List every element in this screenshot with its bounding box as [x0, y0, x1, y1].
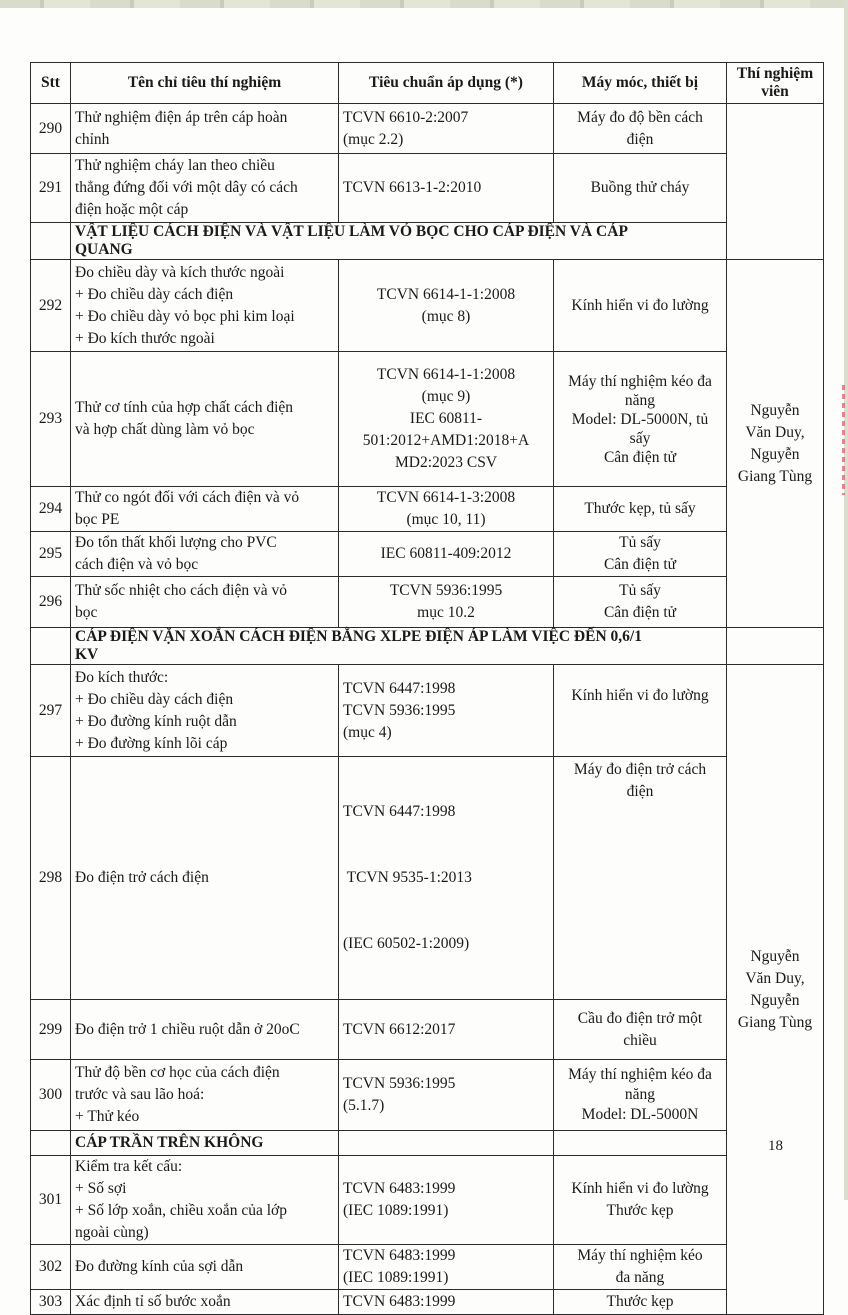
row-standard-line: TCVN 6614-1-1:2008: [376, 285, 516, 303]
row-name-line: bọc: [75, 604, 98, 621]
tester-name-line: Nguyễn: [750, 401, 800, 419]
row-standard-line: TCVN 6614-1-1:2008: [376, 366, 516, 383]
row-equipment-line: Thước kẹp, tủ sấy: [584, 500, 696, 517]
section-equipment-empty: [554, 1131, 727, 1156]
row-stt: 300: [31, 1060, 71, 1131]
row-name: [71, 352, 339, 487]
row-stt: 296: [31, 577, 71, 628]
row-stt: 299: [31, 1000, 71, 1060]
row-standard: [339, 1156, 554, 1245]
row-name-line: + Đo chiều dày cách điện: [75, 690, 234, 708]
row-stt: 291: [31, 154, 71, 223]
row-name-line: Thử nghiệm cháy lan theo chiều: [75, 157, 275, 174]
table-row: [31, 1000, 824, 1060]
tester-name-line: Nguyễn: [750, 445, 800, 463]
row-name-line: Đo kích thước:: [75, 668, 169, 686]
row-standard: [339, 260, 554, 352]
table-row: [31, 1290, 824, 1315]
row-name: [71, 487, 339, 532]
row-name: [71, 757, 339, 1000]
table-row: [31, 1060, 824, 1131]
row-name: [71, 1000, 339, 1060]
row-equipment: [554, 352, 727, 487]
page-number: 18: [768, 1138, 783, 1154]
row-standard: [339, 1000, 554, 1060]
table-header-row: [31, 63, 824, 104]
row-equipment: [554, 757, 727, 1000]
row-equipment-line: Máy đo điện trở cách: [573, 761, 707, 778]
row-stt: 290: [31, 104, 71, 154]
section-title-line: CÁP TRẦN TRÊN KHÔNG: [75, 1134, 264, 1151]
row-stt: 303: [31, 1290, 71, 1315]
row-standard-line: TCVN 6483:1999: [343, 1293, 456, 1310]
row-equipment-line: Thước kẹp: [606, 1293, 674, 1310]
row-equipment-line: Máy thí nghiệm kéo đa: [568, 372, 712, 390]
row-equipment-line: Cầu đo điện trở một: [577, 1009, 703, 1027]
row-standard-line: TCVN 6610-2:2007: [343, 108, 469, 126]
row-equipment: [554, 1245, 727, 1290]
row-equipment: [554, 1060, 727, 1131]
row-name-line: cách điện và vỏ bọc: [75, 556, 199, 573]
table-row: [31, 352, 824, 487]
section-title-line: QUANG: [75, 241, 133, 258]
header-stt: Stt: [31, 63, 71, 104]
row-standard-line: TCVN 6483:1999: [343, 1180, 456, 1197]
row-name-line: + Thử kéo: [75, 1108, 140, 1125]
row-name: [71, 154, 339, 223]
row-standard-line: (IEC 1089:1991): [343, 1202, 449, 1219]
scan-edge-top: [0, 0, 848, 8]
row-standard: [339, 665, 554, 757]
row-name: [71, 577, 339, 628]
section-title-line: VẬT LIỆU CÁCH ĐIỆN VÀ VẬT LIỆU LÀM VỎ BỌC CHO CÁP ĐIỆN VÀ CÁP: [75, 223, 628, 240]
row-standard: [339, 352, 554, 487]
row-standard: [339, 104, 554, 154]
row-tester: [727, 665, 824, 1315]
row-equipment-line: năng: [624, 1086, 656, 1103]
row-standard-line: IEC 60811-409:2012: [380, 545, 512, 562]
row-equipment-line: Thước kẹp: [606, 1202, 674, 1219]
scan-edge-right: [844, 0, 848, 1200]
table-row: [31, 154, 824, 223]
header-tester-line2: viên: [761, 83, 789, 100]
header-tester-line1: Thí nghiệm: [736, 65, 814, 82]
section-row: [31, 628, 824, 665]
row-stt: 302: [31, 1245, 71, 1290]
table-row: [31, 532, 824, 577]
row-name-line: Đo điện trở 1 chiều ruột dẫn ở 20oC: [75, 1020, 300, 1038]
row-standard-line: (5.1.7): [343, 1097, 385, 1114]
row-standard-line: 501:2012+AMD1:2018+A: [362, 432, 530, 449]
row-standard-line: (mục 8): [421, 307, 471, 325]
section-row: [31, 223, 824, 260]
stamp-edge-mark: [842, 385, 845, 495]
section-title: [71, 1131, 339, 1156]
row-stt: 298: [31, 757, 71, 1000]
row-equipment: [554, 577, 727, 628]
row-standard: [339, 1245, 554, 1290]
row-standard-line: TCVN 6483:1999: [343, 1247, 456, 1264]
tester-name-line: Giang Tùng: [737, 467, 813, 485]
row-standard: [339, 154, 554, 223]
row-name-line: Đo đường kính của sợi dẫn: [75, 1258, 244, 1275]
tester-name-line: Nguyễn: [750, 991, 800, 1009]
row-stt: 293: [31, 352, 71, 487]
row-standard: [339, 532, 554, 577]
row-name-line: Xác định tỉ số bước xoắn: [75, 1293, 231, 1310]
section-row: [31, 1131, 824, 1156]
test-standards-table: [30, 62, 824, 1315]
row-equipment-line: Kính hiển vi đo lường: [571, 1180, 709, 1197]
row-name: [71, 1156, 339, 1245]
row-standard: [339, 577, 554, 628]
row-equipment-line: chiều: [623, 1031, 657, 1049]
row-equipment-line: sấy: [629, 429, 651, 447]
row-name-line: + Đo đường kính ruột dẫn: [75, 712, 237, 730]
row-equipment-line: Tủ sấy: [619, 534, 661, 551]
row-equipment: [554, 260, 727, 352]
row-standard-line: TCVN 5936:1995: [343, 1075, 456, 1092]
row-name: [71, 1060, 339, 1131]
tester-name-line: Giang Tùng: [737, 1013, 813, 1031]
row-stt: 295: [31, 532, 71, 577]
section-stt-empty: [31, 1131, 71, 1156]
row-standard-line: TCVN 5936:1995: [343, 701, 456, 719]
row-standard-line: (mục 10, 11): [406, 511, 486, 528]
row-name-line: chỉnh: [75, 130, 110, 148]
row-name-line: + Số lớp xoắn, chiều xoắn của lớp: [75, 1202, 287, 1219]
row-name: [71, 1290, 339, 1315]
row-equipment: [554, 1156, 727, 1245]
row-name-line: + Đo đường kính lõi cáp: [75, 734, 228, 752]
row-standard-line: TCVN 5936:1995: [389, 582, 503, 599]
row-tester-empty: [727, 104, 824, 260]
row-equipment-line: Kính hiển vi đo lường: [571, 687, 709, 704]
header-tester: [727, 63, 824, 104]
row-standard-line: (mục 4): [343, 723, 392, 741]
row-standard: [339, 1290, 554, 1315]
row-name-line: và hợp chất dùng làm vỏ bọc: [75, 421, 255, 438]
row-standard: [339, 487, 554, 532]
section-tester-empty: [727, 628, 824, 665]
row-equipment-line: điện: [626, 783, 654, 800]
row-equipment-line: Model: DL-5000N, tủ: [571, 410, 709, 428]
row-name-line: thẳng đứng đối với một dây có cách: [75, 179, 298, 196]
row-name-line: bọc PE: [75, 511, 120, 528]
row-name-line: + Số sợi: [75, 1180, 127, 1197]
row-standard-line: TCVN 6614-1-3:2008: [376, 489, 516, 506]
row-standard-line: TCVN 6612:2017: [343, 1020, 456, 1038]
table-row: [31, 577, 824, 628]
section-title: [71, 628, 727, 665]
row-stt: 294: [31, 487, 71, 532]
row-equipment-line: Cân điện tử: [603, 556, 677, 573]
tester-name-line: Văn Duy,: [745, 969, 805, 987]
section-stt-empty: [31, 223, 71, 260]
row-name-line: ngoài cùng): [75, 1224, 149, 1241]
row-equipment-line: Cân điện tử: [603, 604, 677, 621]
table-row: [31, 1156, 824, 1245]
row-standard-line: (mục 2.2): [343, 130, 404, 148]
table-row: [31, 665, 824, 757]
row-equipment: [554, 665, 727, 757]
table-row: [31, 757, 824, 1000]
header-standard: Tiêu chuẩn áp dụng (*): [339, 63, 554, 104]
row-equipment-line: Kính hiển vi đo lường: [571, 296, 709, 314]
row-equipment-line: Model: DL-5000N: [581, 1106, 699, 1123]
row-name-line: Thử độ bền cơ học của cách điện: [75, 1064, 280, 1081]
table-row: [31, 1245, 824, 1290]
row-equipment-line: Máy thí nghiệm kéo đa: [568, 1066, 712, 1083]
row-name: [71, 665, 339, 757]
row-name-line: + Đo chiều dày vỏ bọc phi kim loại: [75, 307, 295, 325]
row-name-line: + Đo kích thước ngoài: [75, 329, 215, 347]
row-stt: 297: [31, 665, 71, 757]
table-row: [31, 104, 824, 154]
row-standard: [339, 757, 554, 1000]
section-title: [71, 223, 727, 260]
row-name-line: Thử nghiệm điện áp trên cáp hoàn: [75, 108, 288, 126]
row-name-line: Đo chiều dày và kích thước ngoài: [75, 263, 285, 281]
row-equipment-line: năng: [624, 391, 656, 409]
row-name-line: Thử cơ tính của hợp chất cách điện: [75, 399, 294, 416]
row-equipment: [554, 487, 727, 532]
row-name-line: trước và sau lão hoá:: [75, 1086, 205, 1103]
header-equipment: Máy móc, thiết bị: [554, 63, 727, 104]
row-stt: 292: [31, 260, 71, 352]
row-standard-line: MD2:2023 CSV: [394, 454, 498, 471]
section-stt-empty: [31, 628, 71, 665]
section-title-line: KV: [75, 646, 99, 663]
row-name: [71, 260, 339, 352]
row-name-line: Đo điện trở cách điện: [75, 869, 209, 886]
row-equipment-line: đa năng: [615, 1269, 665, 1286]
row-equipment: [554, 1290, 727, 1315]
row-stt: 301: [31, 1156, 71, 1245]
row-standard-line: TCVN 6447:1998: [343, 679, 456, 697]
row-standard-line: mục 10.2: [417, 604, 475, 621]
row-standard-line: IEC 60811-: [409, 410, 483, 427]
row-equipment-line: Buồng thử cháy: [590, 179, 690, 196]
table-row: [31, 260, 824, 352]
row-equipment: [554, 532, 727, 577]
row-name: [71, 104, 339, 154]
row-name-line: điện hoặc một cáp: [75, 201, 189, 218]
section-title-line: CÁP ĐIỆN VẶN XOẮN CÁCH ĐIỆN BẰNG XLPE ĐIỆN ÁP LÀM VIỆC ĐẾN 0,6/1: [75, 628, 642, 645]
table-row: [31, 487, 824, 532]
row-equipment: [554, 154, 727, 223]
row-equipment-line: Máy đo độ bền cách: [577, 108, 703, 126]
tester-name-line: Nguyễn: [750, 947, 800, 965]
row-standard-line: TCVN 6613-1-2:2010: [343, 179, 482, 196]
row-standard-line: (IEC 60502-1:2009): [343, 935, 470, 952]
row-name-line: + Đo chiều dày cách điện: [75, 285, 234, 303]
row-equipment: [554, 104, 727, 154]
row-tester: [727, 260, 824, 628]
tester-name-line: Văn Duy,: [745, 423, 805, 441]
row-standard: [339, 1060, 554, 1131]
row-name: [71, 1245, 339, 1290]
header-name: Tên chỉ tiêu thí nghiệm: [71, 63, 339, 104]
row-standard-line: TCVN 6447:1998: [343, 803, 456, 820]
row-equipment-line: điện: [626, 130, 654, 148]
row-name-line: Thử sốc nhiệt cho cách điện và vỏ: [75, 582, 287, 599]
row-equipment-line: Cân điện tử: [603, 448, 677, 466]
row-name: [71, 532, 339, 577]
row-standard-line: (mục 9): [421, 388, 471, 405]
row-name-line: Thử co ngót đối với cách điện và vỏ: [75, 489, 300, 506]
row-equipment: [554, 1000, 727, 1060]
row-name-line: Đo tổn thất khối lượng cho PVC: [75, 534, 277, 551]
section-standard-empty: [339, 1131, 554, 1156]
row-name-line: Kiểm tra kết cấu:: [75, 1158, 183, 1175]
row-equipment-line: Tủ sấy: [619, 582, 661, 599]
row-standard-line: (IEC 1089:1991): [343, 1269, 449, 1286]
row-standard-line: TCVN 9535-1:2013: [343, 869, 472, 886]
row-equipment-line: Máy thí nghiệm kéo: [577, 1247, 703, 1264]
